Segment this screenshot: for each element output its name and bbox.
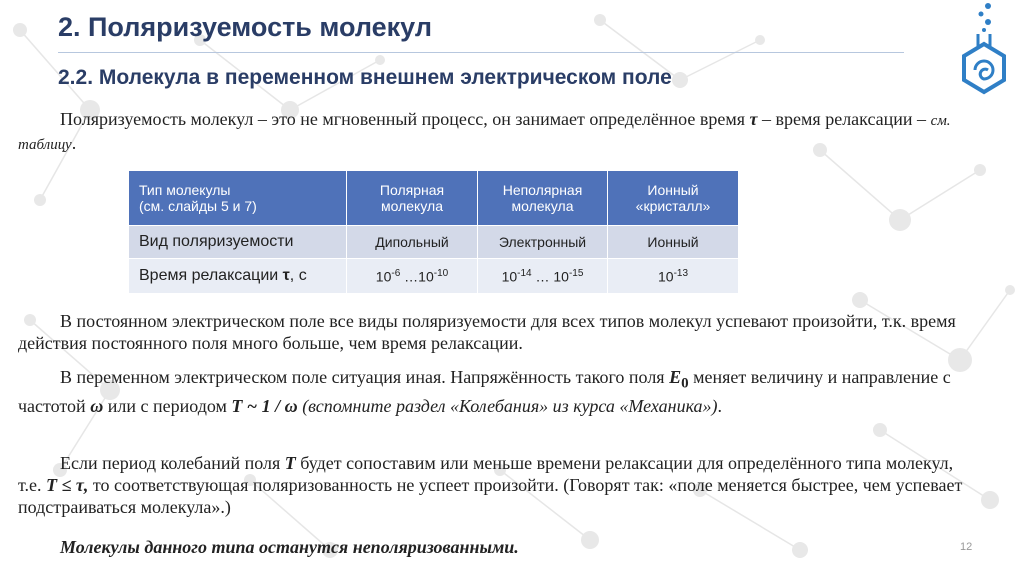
paragraph-alternating-field: В переменном электрическом поле ситуация иная. Напряжённость такого поля $E_0$ меняет величину и направление с частотой ω или с периодом T ~ 1 / ω (вспомните раздел «Колебания» из курса «Механика»). (18, 367, 951, 416)
row-label-relaxation: Время релаксации τ, с (129, 259, 347, 294)
row-label-polarizability: Вид поляризуемости (129, 226, 347, 259)
table-row (129, 226, 739, 259)
table-header-row (129, 171, 739, 226)
paragraph-period-condition: Если период колебаний поля T будет сопоставим или меньше времени релаксации для определённого типа молекул, т.е. T ≤ τ, то соответствующая поляризованность не успеет произойти. (Говорят так: «поле меняется быстрее, чем успевает подстраиваться молекула».) (18, 453, 963, 517)
header-polar: Полярная молекула (347, 171, 478, 226)
table-cell: $10^{-6}$ $\dots 10^{-10}$ (347, 259, 478, 294)
header-molecule-type: Тип молекулы (см. слайды 5 и 7) (129, 171, 347, 226)
title-divider (58, 52, 904, 53)
relaxation-table (128, 170, 739, 294)
table-cell: Ионный (608, 226, 739, 259)
intro-paragraph: Поляризуемость молекул – это не мгновенный процесс, он занимает определённое время τ – время релаксации – см. таблицу. (18, 109, 951, 153)
page-title: 2. Поляризуемость молекул (58, 12, 432, 42)
table-cell: $10^{-13}$ (608, 259, 739, 294)
flask-logo-icon (948, 0, 1012, 100)
table-row (129, 259, 739, 294)
header-nonpolar: Неполярная молекула (478, 171, 608, 226)
header-ionic: Ионный «кристалл» (608, 171, 739, 226)
table-cell: Дипольный (347, 226, 478, 259)
paragraph-constant-field: В постоянном электрическом поле все виды поляризуемости для всех типов молекул успевают произойти, т.к. время действия постоянного поля много больше, чем время релаксации. (18, 311, 956, 353)
page-number: 12 (960, 541, 973, 553)
conclusion-text: Молекулы данного типа останутся неполяризованными. (60, 537, 519, 557)
table-cell: $10^{-14}$ … $10^{-15}$ (478, 259, 608, 294)
section-subtitle: 2.2. Молекула в переменном внешнем электрическом поле (58, 66, 672, 89)
table-cell: Электронный (478, 226, 608, 259)
